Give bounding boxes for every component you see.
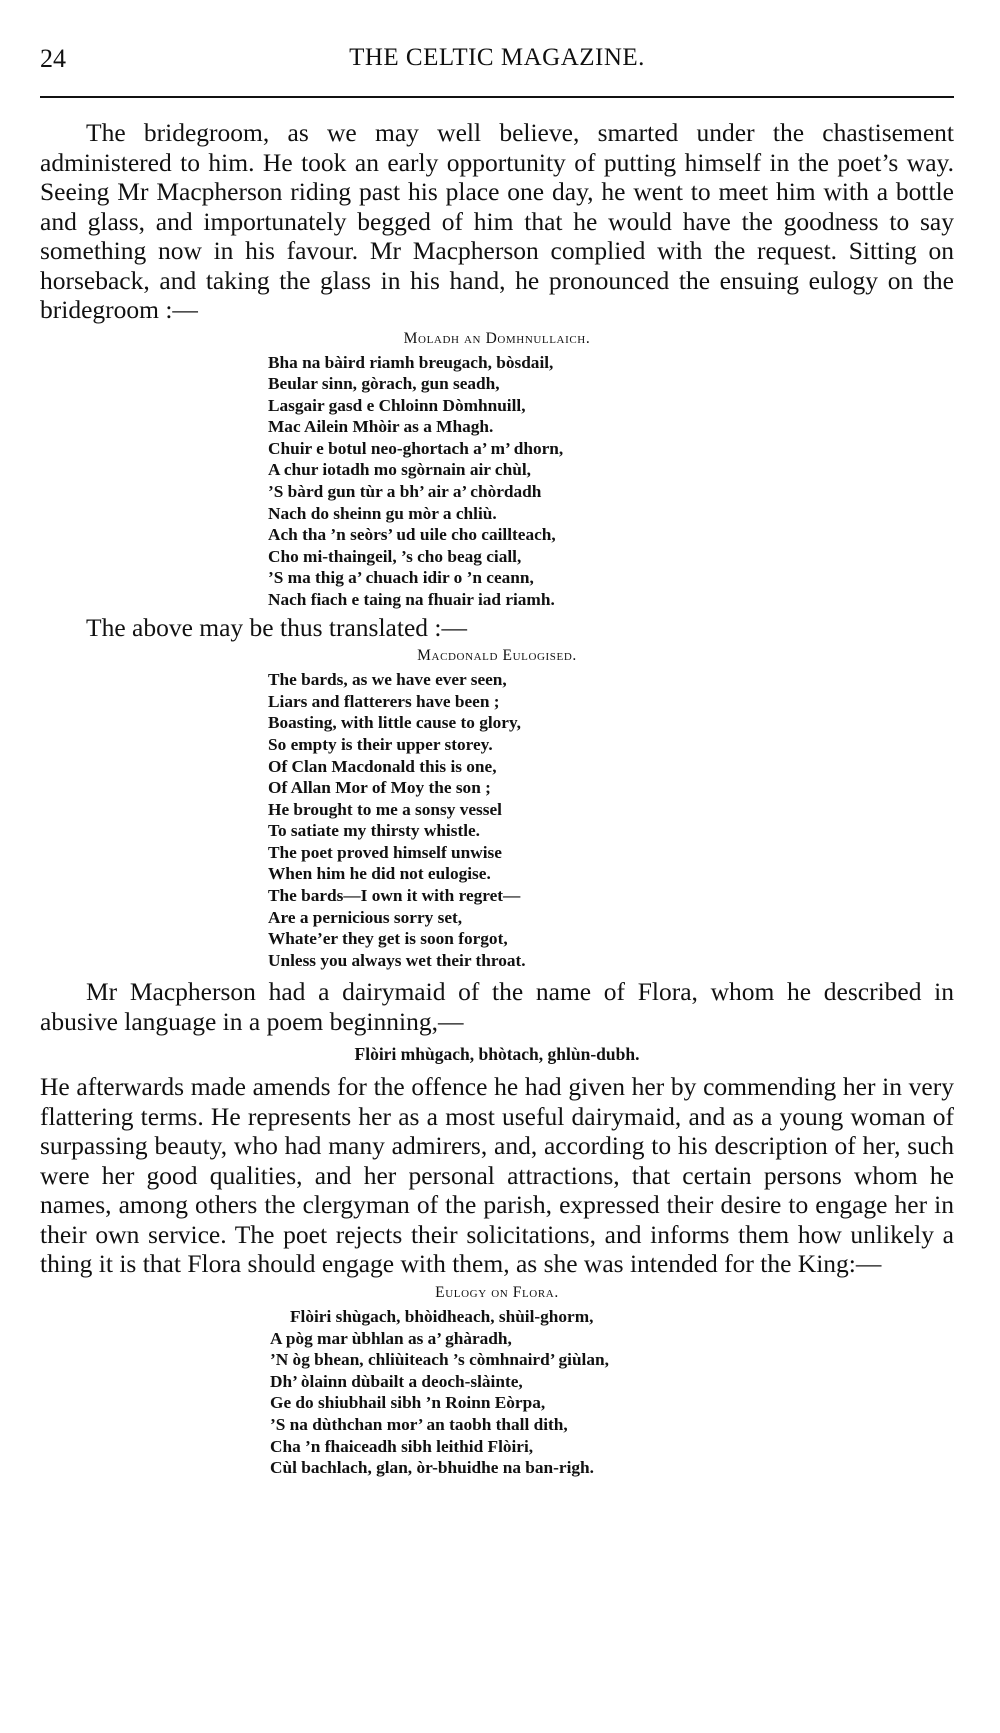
running-header — [40, 44, 954, 84]
poem-line: A chur iotadh mo sgòrnain air chùl, — [268, 460, 531, 480]
poem-line: Chuir e botul neo-ghortach a’ m’ dhorn, — [268, 438, 564, 458]
running-title: THE CELTIC MAGAZINE. — [349, 44, 645, 71]
poem-macdonald-eulogised — [268, 669, 954, 971]
poem-line: Cùl bachlach, glan, òr-bhuidhe na ban-righ. — [270, 1458, 594, 1478]
poem-line: Beular sinn, gòrach, gun seadh, — [268, 374, 500, 394]
poem-line: To satiate my thirsty whistle. — [268, 821, 481, 841]
quoted-line-floiri: Flòiri mhùgach, bhòtach, ghlùn-dubh. — [354, 1044, 640, 1065]
poem-line: The poet proved himself unwise — [268, 842, 502, 862]
poem-line: Ge do shiubhail sibh ’n Roinn Eòrpa, — [270, 1393, 546, 1413]
page-number: 24 — [40, 44, 66, 73]
poem-line: Mac Ailein Mhòir as a Mhagh. — [268, 417, 494, 437]
poem-line: Of Clan Macdonald this is one, — [268, 756, 497, 776]
poem-line: Whate’er they get is soon forgot, — [268, 929, 508, 949]
poem-line: ’N òg bhean, chliùiteach ’s còmhnaird’ giùlan, — [270, 1350, 609, 1370]
paragraph-amends: He afterwards made amends for the offence he had given her by commending her in very flattering terms. He represents her as a most useful dairymaid, and as a young woman of surpassing beauty, who had many admirers, and, according to his description of her, such were her good qualities, and her personal attractions, that certain persons whom he names, among others the clergyman of the parish, expressed their desire to engage her in their own service. The poet rejects their solicitations, and informs them how unlikely a thing it is that Flora should engage with them, as she was intended for the King:— — [40, 1072, 954, 1279]
translation-intro: The above may be thus translated :— — [86, 612, 467, 642]
poem-line: Are a pernicious sorry set, — [268, 907, 463, 927]
poem-line: Cha ’n fhaiceadh sibh leithid Flòiri, — [270, 1436, 534, 1456]
poem-line: He brought to me a sonsy vessel — [268, 799, 502, 819]
poem-line: When him he did not eulogise. — [268, 864, 491, 884]
poem-line: Boasting, with little cause to glory, — [268, 713, 521, 733]
poem-moladh — [268, 352, 954, 611]
poem-line: The bards, as we have ever seen, — [268, 670, 507, 690]
poem-line: A pòg mar ùbhlan as a’ ghàradh, — [270, 1328, 512, 1348]
poem-line: Cho mi-thaingeil, ’s cho beag ciall, — [268, 546, 522, 566]
poem-line: Unless you always wet their throat. — [268, 950, 526, 970]
poem-eulogy-on-flora — [270, 1306, 954, 1479]
poem-line: Lasgair gasd e Chloinn Dòmhnuill, — [268, 395, 526, 415]
poem-title-macdonald: Macdonald Eulogised. — [417, 647, 577, 665]
poem-line: Bha na bàird riamh breugach, bòsdail, — [268, 352, 554, 372]
poem-line: Of Allan Mor of Moy the son ; — [268, 778, 491, 798]
poem-line: ’S bàrd gun tùr a bh’ air a’ chòrdadh — [268, 482, 542, 502]
header-rule — [40, 96, 954, 98]
paragraph-bridegroom: The bridegroom, as we may well believe, smarted under the chastisement administered to him. He took an early opportunity of putting himself in the poet’s way. Seeing Mr Macpherson riding past his place one day, he went to meet him with a bottle and glass, and importunately begged of him that he would have the goodness to say something now in his favour. Mr Macpherson complied with the request. Sitting on horseback, and taking the glass in his hand, he pronounced the ensuing eulogy on the bridegroom :— — [40, 118, 954, 324]
poem-line: ’S na dùthchan mor’ an taobh thall dith, — [270, 1414, 568, 1434]
poem-line: Nach fiach e taing na fhuair iad riamh. — [268, 590, 555, 610]
poem-line: So empty is their upper storey. — [268, 734, 493, 754]
paragraph-dairymaid: Mr Macpherson had a dairymaid of the name of Flora, whom he described in abusive language in a poem beginning,— — [40, 977, 954, 1036]
poem-line: The bards—I own it with regret— — [268, 886, 521, 906]
page-body — [40, 118, 954, 1479]
poem-line: Flòiri shùgach, bhòidheach, shùil-ghorm, — [290, 1306, 594, 1326]
poem-title-moladh: Moladh an Domhnullaich. — [403, 329, 591, 347]
poem-line: Ach tha ’n seòrs’ ud uile cho caillteach, — [268, 525, 556, 545]
poem-line: ’S ma thig a’ chuach idir o ’n ceann, — [268, 568, 534, 588]
poem-line: Nach do sheinn gu mòr a chliù. — [268, 503, 497, 523]
poem-line: Liars and flatterers have been ; — [268, 691, 500, 711]
poem-line: Dh’ òlainn dùbailt a deoch-slàinte, — [270, 1371, 523, 1391]
poem-title-flora: Eulogy on Flora. — [435, 1283, 559, 1301]
